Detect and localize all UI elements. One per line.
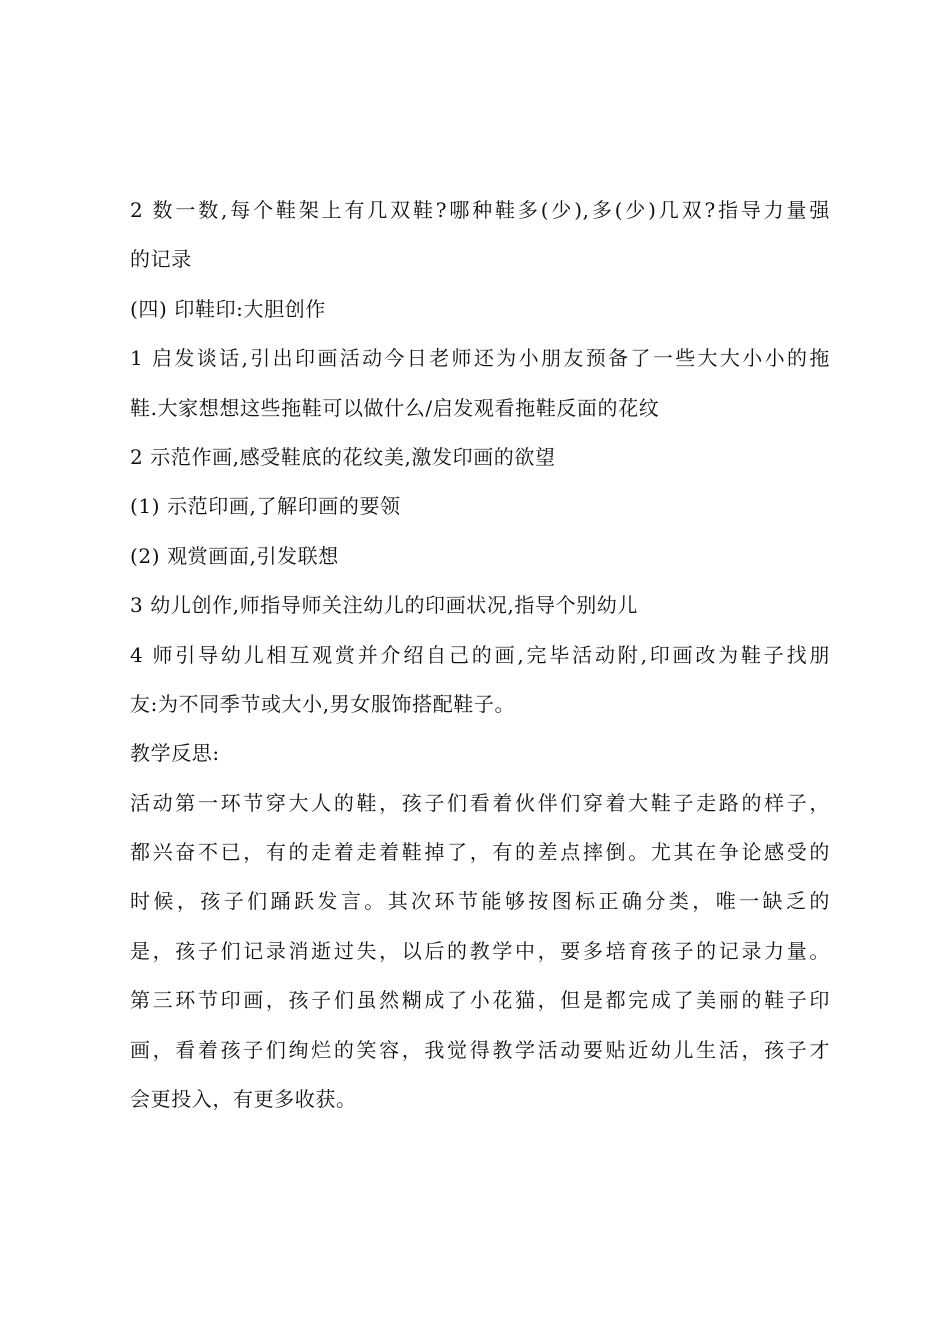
text-line: 时候，孩子们踊跃发言。其次环节能够按图标正确分类，唯一缺乏的 xyxy=(130,889,830,914)
text-line: 是，孩子们记录消逝过失，以后的教学中，要多培育孩子的记录力量。 xyxy=(130,938,830,963)
text-line: 2 数一数,每个鞋架上有几双鞋?哪种鞋多(少),多(少)几双?指导力量强 xyxy=(130,198,830,222)
text-line: 3 幼儿创作,师指导师关注幼儿的印画状况,指导个别幼儿 xyxy=(130,593,638,618)
text-line: 友:为不同季节或大小,男女服饰搭配鞋子。 xyxy=(130,691,516,716)
text-line: 4 师引导幼儿相互观赏并介绍自己的画,完毕活动附,印画改为鞋子找朋 xyxy=(130,642,830,667)
text-line: (2) 观赏画面,引发联想 xyxy=(130,543,339,568)
section-heading: 教学反思: xyxy=(130,741,220,766)
text-line: 活动第一环节穿大人的鞋，孩子们看着伙伴们穿着大鞋子走路的样子， xyxy=(130,790,830,815)
text-line: 1 启发谈话,引出印画活动今日老师还为小朋友预备了一些大大小小的拖 xyxy=(130,346,830,371)
document-body xyxy=(130,186,830,1124)
text-line: 第三环节印画，孩子们虽然糊成了小花猫，但是都完成了美丽的鞋子印 xyxy=(130,988,830,1013)
text-line: 会更投入，有更多收获。 xyxy=(130,1087,357,1112)
text-line: 鞋.大家想想这些拖鞋可以做什么/启发观看拖鞋反面的花纹 xyxy=(130,395,660,420)
text-line: 画，看着孩子们绚烂的笑容，我觉得教学活动要贴近幼儿生活，孩子才 xyxy=(130,1037,830,1062)
text-line: (1) 示范印画,了解印画的要领 xyxy=(130,494,401,519)
text-line: 都兴奋不已，有的走着走着鞋掉了，有的差点摔倒。尤其在争论感受的 xyxy=(130,840,830,865)
text-line: 的记录 xyxy=(130,247,192,272)
text-line: 2 示范作画,感受鞋底的花纹美,激发印画的欲望 xyxy=(130,444,556,469)
section-heading: (四) 印鞋印:大胆创作 xyxy=(130,296,326,321)
